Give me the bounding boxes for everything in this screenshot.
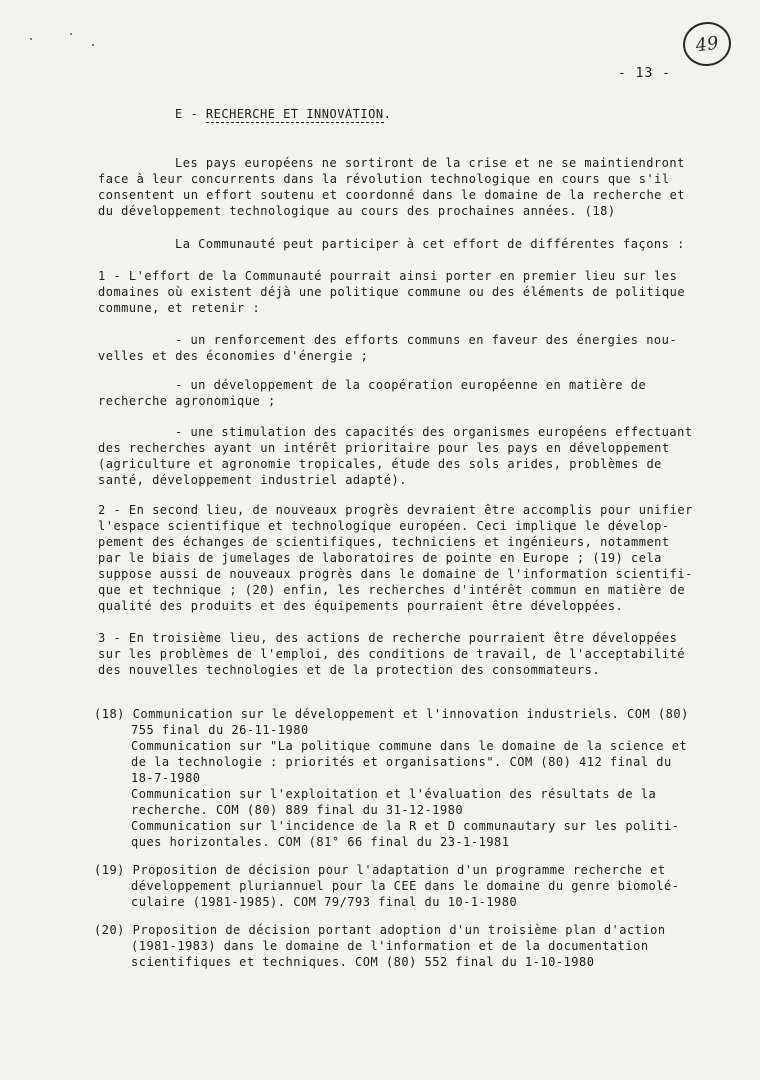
scan-speck: [70, 33, 72, 35]
text-line: 2 - En second lieu, de nouveaux progrès devraient être accomplis pour unifier: [98, 503, 693, 517]
text-line: santé, développement industriel adapté).: [98, 473, 407, 487]
text-line: du développement technologique au cours des prochaines années. (18): [98, 204, 616, 218]
footnote-line: ques horizontales. COM (81° 66 final du 23-1-1981: [131, 835, 510, 849]
footnote-line: de la technologie : priorités et organisations". COM (80) 412 final du: [131, 755, 672, 769]
text-line: des recherches ayant un intérêt prioritaire pour les pays en développement: [98, 441, 670, 455]
footnote-line: 755 final du 26-11-1980: [131, 723, 309, 737]
footnote-line: Communication sur l'incidence de la R et D communautary sur les politi-: [131, 819, 680, 833]
footnote-line: (20) Proposition de décision portant adoption d'un troisième plan d'action: [94, 923, 666, 937]
footnote-line: scientifiques et techniques. COM (80) 552 final du 1-10-1980: [131, 955, 595, 969]
text-line: - un développement de la coopération européenne en matière de: [175, 378, 647, 392]
text-line: - un renforcement des efforts communs en faveur des énergies nou-: [175, 333, 678, 347]
text-line: 3 - En troisième lieu, des actions de recherche pourraient être développées: [98, 631, 678, 645]
text-line: La Communauté peut participer à cet effort de différentes façons :: [175, 237, 685, 251]
footnote-line: (1981-1983) dans le domaine de l'information et de la documentation: [131, 939, 649, 953]
text-line: 1 - L'effort de la Communauté pourrait ainsi porter en premier lieu sur les: [98, 269, 678, 283]
footnote-line: recherche. COM (80) 889 final du 31-12-1980: [131, 803, 464, 817]
text-line: - une stimulation des capacités des organismes européens effectuant: [175, 425, 693, 439]
heading-prefix: E -: [175, 107, 206, 121]
text-line: suppose aussi de nouveaux progrès dans le domaine de l'information scientifi-: [98, 567, 693, 581]
footnote-line: (19) Proposition de décision pour l'adaptation d'un programme recherche et: [94, 863, 666, 877]
text-line: commune, et retenir :: [98, 301, 261, 315]
text-line: qualité des produits et des équipements pourraient être développées.: [98, 599, 624, 613]
heading-title: RECHERCHE ET INNOVATION: [205, 107, 384, 121]
footnote-line: Communication sur "La politique commune dans le domaine de la science et: [131, 739, 688, 753]
text-line: (agriculture et agronomie tropicales, étude des sols arides, problèmes de: [98, 457, 662, 471]
text-line: recherche agronomique ;: [98, 394, 276, 408]
footnote-line: culaire (1981-1985). COM 79/793 final du 10-1-1980: [131, 895, 518, 909]
scan-speck: [30, 38, 32, 40]
footnote-line: (18) Communication sur le développement et l'innovation industriels. COM (80): [94, 707, 689, 721]
text-line: l'espace scientifique et technologique européen. Ceci implique le dévelop-: [98, 519, 670, 533]
scan-speck: [92, 44, 94, 46]
text-line: des nouvelles technologies et de la protection des consommateurs.: [98, 663, 601, 677]
heading-suffix: .: [383, 107, 392, 121]
text-line: que et technique ; (20) enfin, les recherches d'intérêt commun en matière de: [98, 583, 686, 597]
text-line: pement des échanges de scientifiques, techniciens et ingénieurs, notamment: [98, 535, 670, 549]
footnote-line: 18-7-1980: [131, 771, 201, 785]
stamp-number: 49: [694, 32, 720, 56]
archive-stamp: [680, 19, 734, 69]
section-heading: [175, 107, 391, 121]
text-line: velles et des économies d'énergie ;: [98, 349, 369, 363]
footnote-line: développement pluriannuel pour la CEE dans le domaine du genre biomolé-: [131, 879, 680, 893]
footnote-line: Communication sur l'exploitation et l'évaluation des résultats de la: [131, 787, 657, 801]
text-line: Les pays européens ne sortiront de la crise et ne se maintiendront: [175, 156, 685, 170]
text-line: sur les problèmes de l'emploi, des conditions de travail, de l'acceptabilité: [98, 647, 686, 661]
text-line: face à leur concurrents dans la révolution technologique en cours que s'il: [98, 172, 670, 186]
text-line: par le biais de jumelages de laboratoires de pointe en Europe ; (19) cela: [98, 551, 662, 565]
text-line: consentent un effort soutenu et coordonné dans le domaine de la recherche et: [98, 188, 686, 202]
page-number: - 13 -: [618, 66, 671, 81]
text-line: domaines où existent déjà une politique commune ou des éléments de politique: [98, 285, 686, 299]
